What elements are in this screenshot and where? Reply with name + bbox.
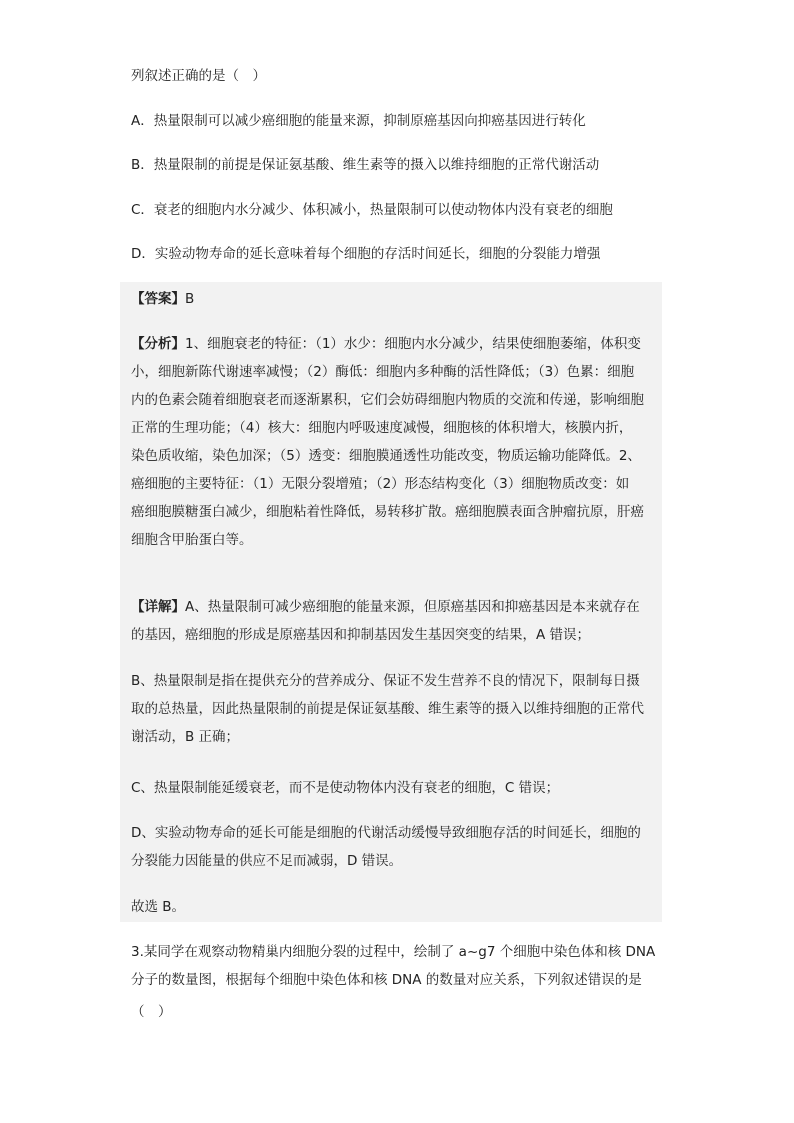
option-b: B．热量限制的前提是保证氨基酸、维生素等的摄入以维持细胞的正常代谢活动	[131, 157, 600, 173]
detail-line: 谢活动，B 正确；	[131, 729, 240, 745]
answer-label: 【答案】	[131, 291, 185, 307]
detail-line: 的基因，癌细胞的形成是原癌基因和抑制基因发生基因突变的结果，A 错误；	[131, 627, 591, 643]
option-d: D．实验动物寿命的延长意味着每个细胞的存活时间延长，细胞的分裂能力增强	[131, 246, 601, 262]
detail-label: 【详解】	[131, 599, 185, 615]
analysis-line: 细胞含甲胎蛋白等。	[131, 532, 253, 548]
option-c: C．衰老的细胞内水分减少、体积减小，热量限制可以使动物体内没有衰老的细胞	[131, 202, 613, 218]
answer-line	[131, 289, 194, 309]
question-stem-tail: 列叙述正确的是（ ）	[131, 68, 266, 84]
next-question-line: 3.某同学在观察动物精巢内细胞分裂的过程中，绘制了 a~g7 个细胞中染色体和核 DNA	[131, 944, 656, 960]
analysis-line: 正常的生理功能；（4）核大：细胞内呼吸速度减慢，细胞核的体积增大，核膜内折，	[131, 420, 633, 436]
detail-line	[131, 597, 640, 617]
conclusion-line: 故选 B。	[131, 899, 186, 915]
analysis-line: 小，细胞新陈代谢速率减慢；（2）酶低：细胞内多种酶的活性降低；（3）色累：细胞	[131, 364, 635, 380]
detail-line: D、实验动物寿命的延长可能是细胞的代谢活动缓慢导致细胞存活的时间延长，细胞的	[131, 825, 641, 841]
next-question-line: 分子的数量图，根据每个细胞中染色体和核 DNA 的数量对应关系，下列叙述错误的是	[131, 972, 642, 988]
next-question-line: （ ）	[131, 1004, 172, 1020]
answer-value: B	[185, 291, 195, 307]
analysis-line: 癌细胞的主要特征：（1）无限分裂增殖；（2）形态结构变化（3）细胞物质改变：如	[131, 476, 630, 492]
analysis-text: 1、细胞衰老的特征：（1）水少：细胞内水分减少，结果使细胞萎缩，体积变	[185, 336, 641, 352]
detail-text: A、热量限制可减少癌细胞的能量来源，但原癌基因和抑癌基因是本来就存在	[185, 599, 640, 615]
detail-line: B、热量限制是指在提供充分的营养成分、保证不发生营养不良的情况下，限制每日摄	[131, 673, 640, 689]
analysis-line: 染色质收缩，染色加深；（5）透变：细胞膜通透性功能改变，物质运输功能降低。2、	[131, 448, 641, 464]
analysis-line	[131, 334, 641, 354]
detail-line: 取的总热量，因此热量限制的前提是保证氨基酸、维生素等的摄入以维持细胞的正常代	[131, 701, 644, 717]
analysis-label: 【分析】	[131, 336, 185, 352]
detail-line: 分裂能力因能量的供应不足而减弱，D 错误。	[131, 853, 403, 869]
detail-line: C、热量限制能延缓衰老，而不是使动物体内没有衰老的细胞，C 错误；	[131, 780, 560, 796]
analysis-line: 内的色素会随着细胞衰老而逐渐累积，它们会妨碍细胞内物质的交流和传递，影响细胞	[131, 392, 644, 408]
option-a: A．热量限制可以减少癌细胞的能量来源，抑制原癌基因向抑癌基因进行转化	[131, 113, 586, 129]
analysis-line: 癌细胞膜糖蛋白减少，细胞粘着性降低，易转移扩散。癌细胞膜表面含肿瘤抗原，肝癌	[131, 504, 644, 520]
